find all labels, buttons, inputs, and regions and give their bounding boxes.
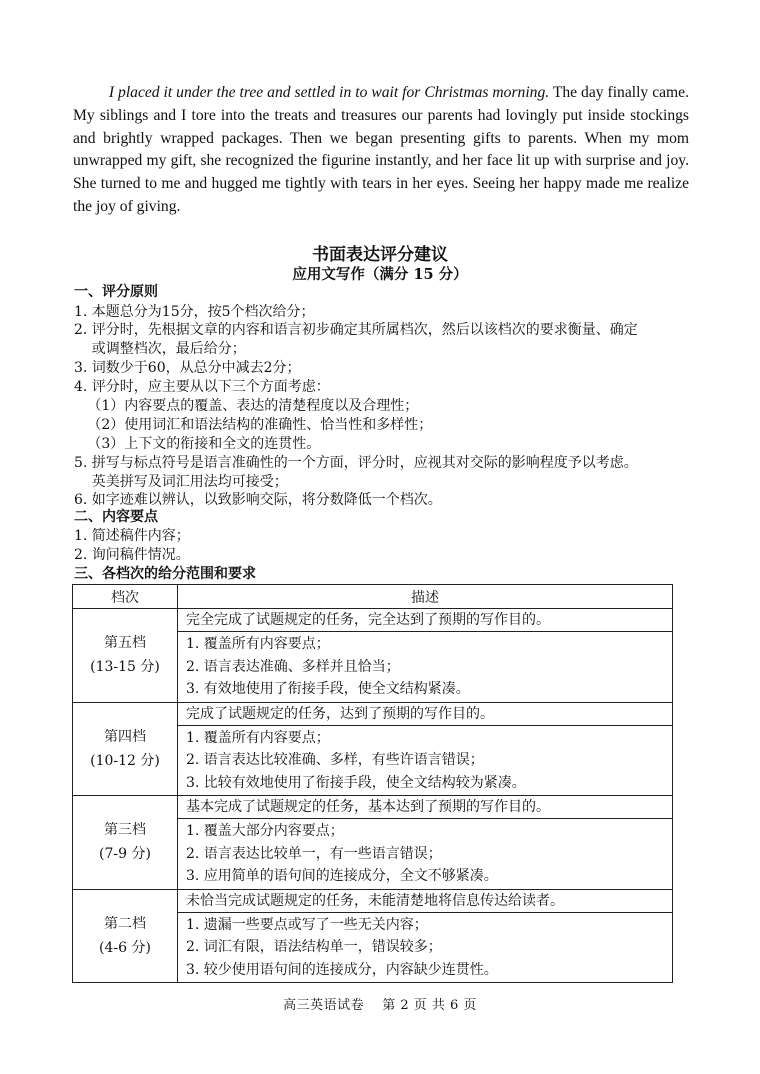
section1-item: 或调整档次，最后给分； (74, 341, 246, 357)
story-italic-lead: I placed it under the tree and settled in to wait for Christmas morning. (108, 84, 550, 101)
grade-cell (73, 702, 178, 796)
grade-name: 第三档 (104, 822, 146, 839)
story-paragraph (73, 82, 689, 219)
grade-cell (73, 796, 178, 890)
section1-heading: 一、评分原则 (74, 284, 158, 300)
requirement-item: 1. 覆盖所有内容要点； (186, 729, 330, 746)
section1-item: 6. 如字迹难以辨认，以致影响交际，将分数降低一个档次。 (74, 492, 442, 508)
section3-heading: 三、各档次的给分范围和要求 (74, 566, 256, 582)
grade-summary: 未恰当完成试题规定的任务，未能清楚地将信息传达给读者。 (178, 889, 673, 912)
requirement-item: 3. 比较有效地使用了衔接手段，使全文结构较为紧凑。 (186, 774, 526, 791)
page-subtitle: 应用文写作（满分 15 分） (292, 266, 468, 283)
table-row (73, 609, 673, 632)
section1-item: （2）使用词汇和语法结构的准确性、恰当性和多样性； (74, 417, 433, 433)
grade-requirements (178, 725, 673, 796)
table-row (73, 889, 673, 912)
requirement-item: 2. 语言表达比较单一，有一些语言错误； (186, 845, 442, 862)
grade-requirements (178, 912, 673, 983)
grade-cell (73, 609, 178, 703)
grade-summary: 完成了试题规定的任务，达到了预期的写作目的。 (178, 702, 673, 725)
requirement-item: 1. 覆盖所有内容要点； (186, 636, 330, 652)
grade-range: (13-15 分) (90, 659, 160, 676)
grade-name: 第四档 (104, 728, 146, 745)
requirement-item: 1. 覆盖大部分内容要点； (186, 823, 344, 839)
grade-requirements (178, 632, 673, 703)
section1-item: 2. 评分时，先根据文章的内容和语言初步确定其所属档次，然后以该档次的要求衡量、确定 (74, 322, 638, 338)
section1-item: 3. 词数少于60，从总分中减去2分； (74, 360, 301, 376)
grade-summary: 基本完成了试题规定的任务，基本达到了预期的写作目的。 (178, 796, 673, 819)
section1-item: 英美拼写及词汇用法均可接受； (74, 474, 288, 490)
requirement-item: 2. 词汇有限，语法结构单一，错误较多； (186, 939, 442, 955)
table-row (73, 702, 673, 725)
page-title: 书面表达评分建议 (312, 245, 448, 265)
grade-cell (73, 889, 178, 983)
grade-summary: 完全完成了试题规定的任务，完全达到了预期的写作目的。 (178, 609, 673, 632)
requirement-item: 2. 语言表达准确、多样并且恰当； (186, 658, 400, 675)
requirement-item: 3. 较少使用语句间的连接成分，内容缺少连贯性。 (186, 961, 498, 978)
grade-range: (7-9 分) (99, 846, 151, 863)
section1-item: 5. 拼写与标点符号是语言准确性的一个方面，评分时，应视其对交际的影响程度予以考虑。 (74, 455, 638, 471)
section2-heading: 二、内容要点 (74, 509, 158, 525)
grade-range: (4-6 分) (99, 939, 151, 956)
section2-item: 2. 询问稿件情况。 (74, 547, 190, 563)
section1-item: （3）上下文的衔接和全文的连贯性。 (74, 436, 321, 452)
grade-range: (10-12 分) (90, 752, 160, 769)
table-header-row (73, 585, 673, 609)
requirement-item: 3. 有效地使用了衔接手段，使全文结构紧凑。 (186, 681, 470, 697)
section1-item: 4. 评分时，应主要从以下三个方面考虑： (74, 379, 330, 395)
grade-name: 第二档 (104, 915, 146, 932)
page-footer: 高三英语试卷 第 2 页 共 6 页 (283, 998, 477, 1013)
section1-item: 1. 本题总分为15分，按5个档次给分； (74, 304, 315, 320)
section2-item: 1. 简述稿件内容； (74, 528, 190, 544)
requirement-item: 3. 应用简单的语句间的连接成分，全文不够紧凑。 (186, 868, 498, 884)
requirement-item: 1. 遗漏一些要点或写了一些无关内容； (186, 916, 428, 933)
scoring-table (72, 584, 673, 983)
story-body: The day finally came. My siblings and I tore into the treats and treasures our parents had lovingly put inside stockings and brightly wrapped packages. Then we began presenting gifts to parents. When my mom unwrapped my gift, she recognized the figurine instantly, and her face lit up with surprise and joy. She turned to me and hugged me tightly with tears in her eyes. Seeing her happy made me realize the joy of giving. (73, 84, 689, 215)
grade-requirements (178, 819, 673, 890)
requirement-item: 2. 语言表达比较准确、多样，有些许语言错误； (186, 752, 484, 768)
table-header-description: 描述 (178, 585, 673, 609)
section1-item: （1）内容要点的覆盖、表达的清楚程度以及合理性； (74, 398, 419, 414)
grade-name: 第五档 (104, 635, 146, 652)
table-header-grade: 档次 (73, 585, 178, 609)
table-row (73, 796, 673, 819)
